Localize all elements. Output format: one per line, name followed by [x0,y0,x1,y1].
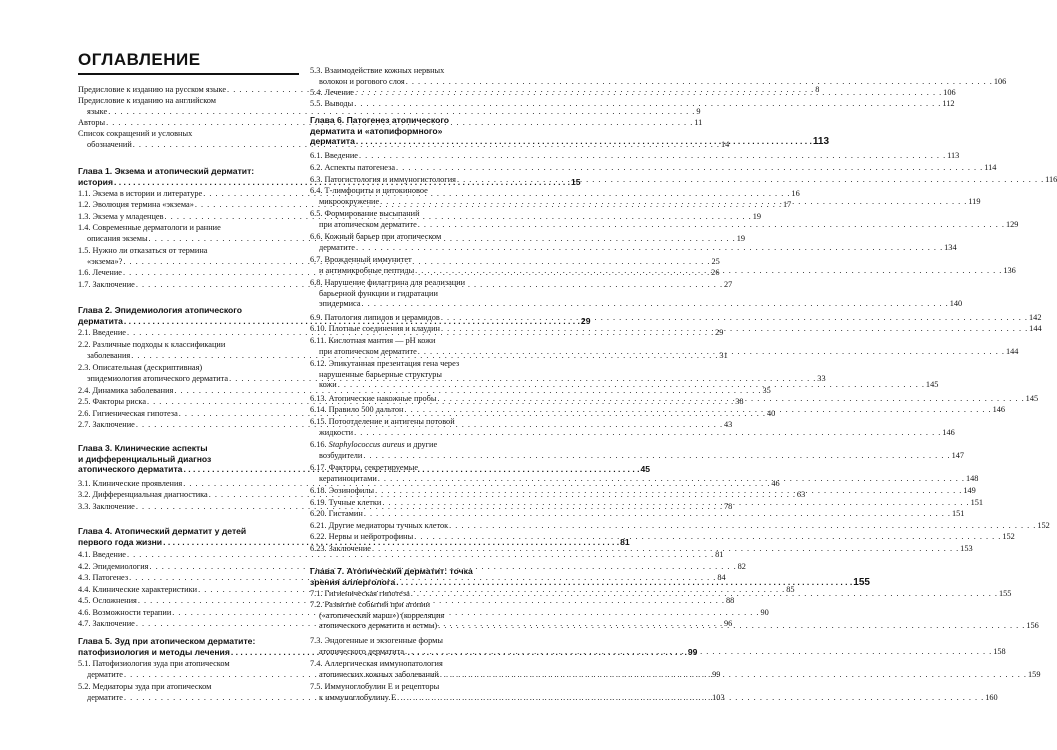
dot-leader [418,220,1005,229]
toc-page-number: 19 [736,233,746,243]
toc-page-number: 152 [1002,532,1015,541]
toc-entry-text: 6.13. Атопические накожные пробы [310,394,437,403]
toc-entry-text: 6.9. Патология липидов и церамидов [310,313,440,322]
toc-entry-text: 6.22. Нервы и нейротрофины [310,532,414,541]
toc-entry-text: 2.1. Введение [78,328,126,337]
dot-leader [397,693,984,702]
toc-page-number: 14 [720,139,730,149]
toc-page-number: 63 [796,490,806,499]
dot-leader [359,151,946,162]
toc-entry-text: 6.10. Плотные соединения и клаудин [310,324,440,333]
toc-entry-text: Глава 5. Зуд при атопическом дерматите: [78,636,256,646]
toc-entry-text: нарушенные барьерные структуры [319,369,442,379]
toc-entry[interactable] [310,88,956,99]
toc-entry-text: 7.1. Гигиеническая гипотеза [310,589,410,598]
toc-entry-text: 4.1. Введение [78,550,126,559]
toc-entry-text: патофизиология и методы лечения [78,646,230,657]
toc-entry-text: 6.5. Формирование высыпаний [310,209,420,218]
toc-entry-text: 6.23. Заключение [310,544,371,553]
dot-leader [355,88,942,99]
toc-entry-text: при атопическом дерматите [319,219,417,229]
toc-page-number: 40 [766,409,776,418]
toc-entry-text: 6.19. Тучные клетки [310,498,382,507]
toc-entry-text: к иммуноглобулину E [319,692,397,702]
toc-entry-text: 6.12. Эпикутанная презентация гена через [310,359,460,368]
toc-page-number: 146 [992,405,1006,414]
toc-entry-text: атопического дерматита и астмы) [319,621,438,630]
dot-leader [457,175,1044,186]
dot-leader [406,77,993,86]
dot-leader [438,621,1025,630]
toc-entry-text: 2.4. Динамика заболевания [78,386,174,395]
toc-page-number: 38 [735,397,744,406]
toc-entry[interactable] [310,163,997,174]
toc-page-number: 31 [719,350,728,360]
toc-page-number: 144 [1005,346,1019,356]
toc-entry-text: эпидермиса [319,299,361,308]
toc-entry-text: атопических кожных заболеваний [319,669,439,679]
toc-entry-text: 1.3. Экзема у младенцев [78,212,164,221]
dot-leader [363,451,950,460]
toc-entry[interactable] [310,99,955,110]
dot-leader [378,474,965,483]
toc-page-number: 88 [726,596,735,605]
dot-leader [441,313,1028,324]
dot-leader [404,405,991,416]
toc-entry-text: 7.4. Аллергическая иммунопатология [310,659,443,668]
toc-page-number: 25 [711,256,720,266]
toc-entry-text: 5.3. Взаимодействие кожных нервных [310,66,445,75]
toc-entry-text: «экзема»? [87,256,123,266]
toc-entry-text: и дифференциальный диагноз [78,453,212,464]
toc-entry-text: 6.4. Т-лимфоциты и цитокиновое [310,186,428,195]
toc-page-number: 145 [925,380,939,389]
toc-page-number: 9 [696,106,701,116]
toc-entry-text: Глава 4. Атопический дерматит у детей [78,526,247,536]
dot-leader [440,670,1027,679]
toc-entry-text: первого года жизни [78,536,163,547]
toc-entry-text: 7.3. Эндогенные и экзогенные формы [310,636,443,645]
toc-page-number: 81 [620,536,630,547]
toc-entry[interactable] [310,521,1050,532]
toc-page-number: 112 [942,99,955,108]
toc-entry-text: 4.3. Патогенез [78,573,129,582]
toc-entry-text: эпидемиология атопического дерматита [87,373,229,383]
toc-page-number: 26 [711,268,720,277]
toc-entry-text: дерматите [87,692,123,702]
toc-page-number: 99 [687,646,698,657]
toc-entry-text: Предисловие к изданию на английском [78,96,217,105]
toc-entry-text: Предисловие к изданию на русском языке [78,85,227,94]
toc-entry-text: 3.2. Дифференциальная диагностика [78,490,208,499]
toc-page-number: 35 [762,386,771,395]
dot-leader [396,163,983,174]
toc-entry-text: атопического дерматита [319,646,404,656]
toc-entry-text: 2.2. Различные подходы к классификации [78,340,226,349]
toc-entry-text: 6.16. Staphylococcus aureus и другие [310,440,438,449]
toc-entry-text: 1.1. Экзема в истории и литературе [78,189,203,198]
toc-page-number: 84 [717,573,726,582]
toc-page-number: 17 [783,200,792,209]
toc-entry-text: 5.2. Медиаторы зуда при атопическом [78,682,212,691]
toc-page-number: 129 [1005,219,1019,229]
toc-page-number: 149 [963,486,976,495]
toc-page-number: 43 [724,420,733,429]
toc-entry-text: Глава 3. Клинические аспекты [78,443,208,453]
toc-entry-text: 6.1. Введение [310,151,358,160]
toc-page-number: 99 [712,669,721,679]
dot-leader [396,577,852,587]
toc-page-number: 8 [815,85,820,94]
toc-page-number: 78 [724,502,733,511]
toc-page-number: 81 [715,550,724,559]
dot-leader [354,428,941,437]
title-divider [78,73,299,75]
dot-leader [375,486,962,497]
dot-leader [411,589,998,600]
toc-entry-text: возбудители [319,450,363,460]
toc-page-number: 45 [640,464,651,474]
toc-entry-text: жидкости [319,427,354,437]
toc-entry[interactable] [310,151,960,162]
toc-entry-text: дерматите [319,242,355,252]
toc-entry-text: 1.7. Заключение [78,280,135,289]
toc-page-number: 155 [998,589,1012,598]
dot-leader [362,299,949,308]
toc-page-number: 142 [1029,313,1042,322]
toc-entry-text: 6.18. Эозинофилы [310,486,375,495]
toc-entry-text: 5.5. Выводы [310,99,354,108]
toc-page-number: 96 [724,619,733,628]
toc-entry-text: Глава 2. Эпидемиология атопического [78,305,243,315]
toc-entry[interactable] [78,386,771,397]
toc-page-number: 85 [786,585,795,594]
toc-entry-text: дерматита [310,136,355,146]
toc-entry-text: 2.6. Гигиеническая гипотеза [78,409,178,418]
dot-leader [364,509,951,520]
toc-entry-text: 1.2. Эволюция термина «экзема» [78,200,194,209]
toc-page-number: 11 [694,118,703,127]
toc-page-number: 152 [1037,521,1050,530]
toc-entry-text: 7.5. Иммуноглобулин E и рецепторы [310,682,440,691]
toc-entry-text: дерматите [87,669,123,679]
dot-leader [356,243,943,252]
toc-entry-text: Список сокращений и условных [78,129,193,138]
toc-entry-text: («атопический марш») (корреляция [319,610,445,620]
toc-entry-text: 6.20. Гистамин [310,509,363,518]
toc-entry-text: атопического дерматита [78,464,183,474]
toc-entry[interactable] [310,440,965,461]
toc-entry-text: 6.15. Потоотделение и антигены потовой [310,417,455,426]
dot-leader [372,544,959,555]
toc-page-number: 106 [993,76,1007,86]
toc-entry-text: 1.4. Современные дерматологи и ранние [78,223,221,232]
toc-page-number: 15 [571,176,581,187]
toc-entry[interactable] [78,479,780,490]
toc-entry-text: Глава 1. Экзема и атопический дерматит: [78,166,255,176]
dot-leader [418,347,1005,356]
toc-entry[interactable] [310,509,965,520]
toc-entry-text: и антимикробные пептиды [319,265,415,275]
dot-leader [449,521,1036,532]
toc-entry[interactable] [310,66,1007,87]
toc-page-number: 146 [942,427,955,437]
toc-entry-text: 2.3. Описательная (дескриптивная) [78,363,203,372]
toc-entry-text: обозначений [87,139,132,149]
toc-entry-text: Глава 7. Атопический дерматит: точка [310,566,473,576]
toc-entry-text: 1.6. Лечение [78,268,122,277]
toc-page-number: 16 [791,189,800,198]
toc-entry-text: 6.21. Другие медиаторы тучных клеток [310,521,449,530]
toc-page-number: 140 [949,299,963,308]
toc-entry-text: 3.1. Клинические проявления [78,479,183,488]
toc-entry-text: 5.1. Патофизиология зуда при атопическом [78,659,230,668]
toc-page-number: 119 [968,196,981,206]
toc-entry[interactable] [78,550,724,561]
toc-entry-text: 3.3. Заключение [78,502,135,511]
toc-entry-text: 6.8. Нарушение филаггрина для реализации [310,278,466,287]
toc-page-number: 159 [1028,669,1041,679]
toc-page-number: 82 [737,562,746,571]
dot-leader [354,99,941,110]
toc-entry-text: 4.6. Возможности терапии [78,608,172,617]
toc-page-number: 134 [944,242,957,252]
toc-entry-text: барьерной функции и гидратации [319,288,438,298]
toc-entry-text: 6.17. Факторы, секретируемые [310,463,419,472]
toc-entry-text: 6.3. Патогистология и иммуногистология [310,175,456,184]
toc-entry-text: заболевания [87,350,131,360]
toc-page-number: 148 [965,473,979,483]
toc-entry-text: 6.14. Правило 500 дальтон [310,405,404,414]
toc-entry-text: 4.4. Клинические характеристики [78,585,198,594]
dot-leader [356,136,812,146]
toc-entry-text: 6.7. Врожденный иммунитет [310,255,412,264]
toc-entry-text: Глава 6. Патогенез атопического [310,115,450,125]
toc-entry-text: 2.5. Факторы риска [78,397,146,406]
page-title: ОГЛАВЛЕНИЕ [78,50,201,69]
toc-page-number: 158 [993,646,1006,656]
toc-page-number: 156 [1026,621,1039,630]
dot-leader [441,324,1028,335]
toc-page-number: 90 [760,608,769,617]
toc-entry-text: кожи [319,380,337,389]
dot-leader [338,380,925,389]
toc-page-number: 19 [752,212,761,221]
toc-entry-text: Авторы [78,118,106,127]
toc-entry-text: 6.6. Кожный барьер при атопическом [310,232,442,241]
toc-page-number: 145 [1025,394,1039,403]
toc-page-number: 29 [715,328,724,337]
toc-page-number: 114 [984,163,997,172]
toc-page-number: 116 [1045,175,1057,184]
toc-entry-text: 1.5. Нужно ли отказаться от термина [78,246,208,255]
toc-entry-text: 4.5. Осложнения [78,596,137,605]
toc-entry-text: 5.4. Лечение [310,88,354,97]
toc-entry-text: кератиноцитами [319,473,377,483]
toc-page-number: 144 [1029,324,1042,333]
toc-page-number: 160 [985,692,998,702]
toc-page-number: 29 [580,315,591,326]
toc-entry-text: дерматита и «атопиформного» [310,125,443,136]
toc-entry-text: при атопическом дерматите [319,346,417,356]
toc-entry-text: 7.2. Развитие событий при атопии [310,600,431,609]
toc-page-number: 153 [960,544,973,553]
toc-page-number: 46 [771,479,780,488]
toc-page-number: 27 [724,280,733,289]
toc-page-number: 151 [970,498,984,507]
toc-entry-text: описания экземы [87,233,148,243]
toc-entry-text: 4.7. Заключение [78,619,135,628]
toc-page-number: 113 [947,151,960,160]
toc-page-number: 33 [817,373,826,383]
toc-entry-text: 2.7. Заключение [78,420,135,429]
toc-page-number: 155 [853,576,870,588]
dot-leader [415,266,1002,275]
toc-entry-text: волокон и рогового слоя [319,76,405,86]
toc-entry-text: языке [87,106,108,116]
toc-page-number: 113 [812,136,830,147]
toc-page-number: 151 [952,509,965,518]
toc-entry-text: микроокружение [319,196,380,206]
dot-leader [405,647,992,656]
toc-entry-text: 4.2. Эпидемиология [78,562,149,571]
toc-entry-text: 6.11. Кислотная мантия — рН кожи [310,336,436,345]
toc-page-number: 106 [943,88,956,97]
dot-leader [437,394,1024,405]
toc-page-number: 147 [951,450,965,460]
toc-page-number: 103 [712,692,725,702]
toc-entry-text: зрения аллерголога [310,576,396,587]
toc-entry-text: история [78,176,113,187]
dot-leader [414,532,1001,543]
toc-page-number: 136 [1003,265,1016,275]
toc-entry-text: дерматита [78,315,123,326]
dot-leader [380,197,967,206]
toc-entry-text: 6.2. Аспекты патогенеза [310,163,396,172]
dot-leader [382,498,969,509]
